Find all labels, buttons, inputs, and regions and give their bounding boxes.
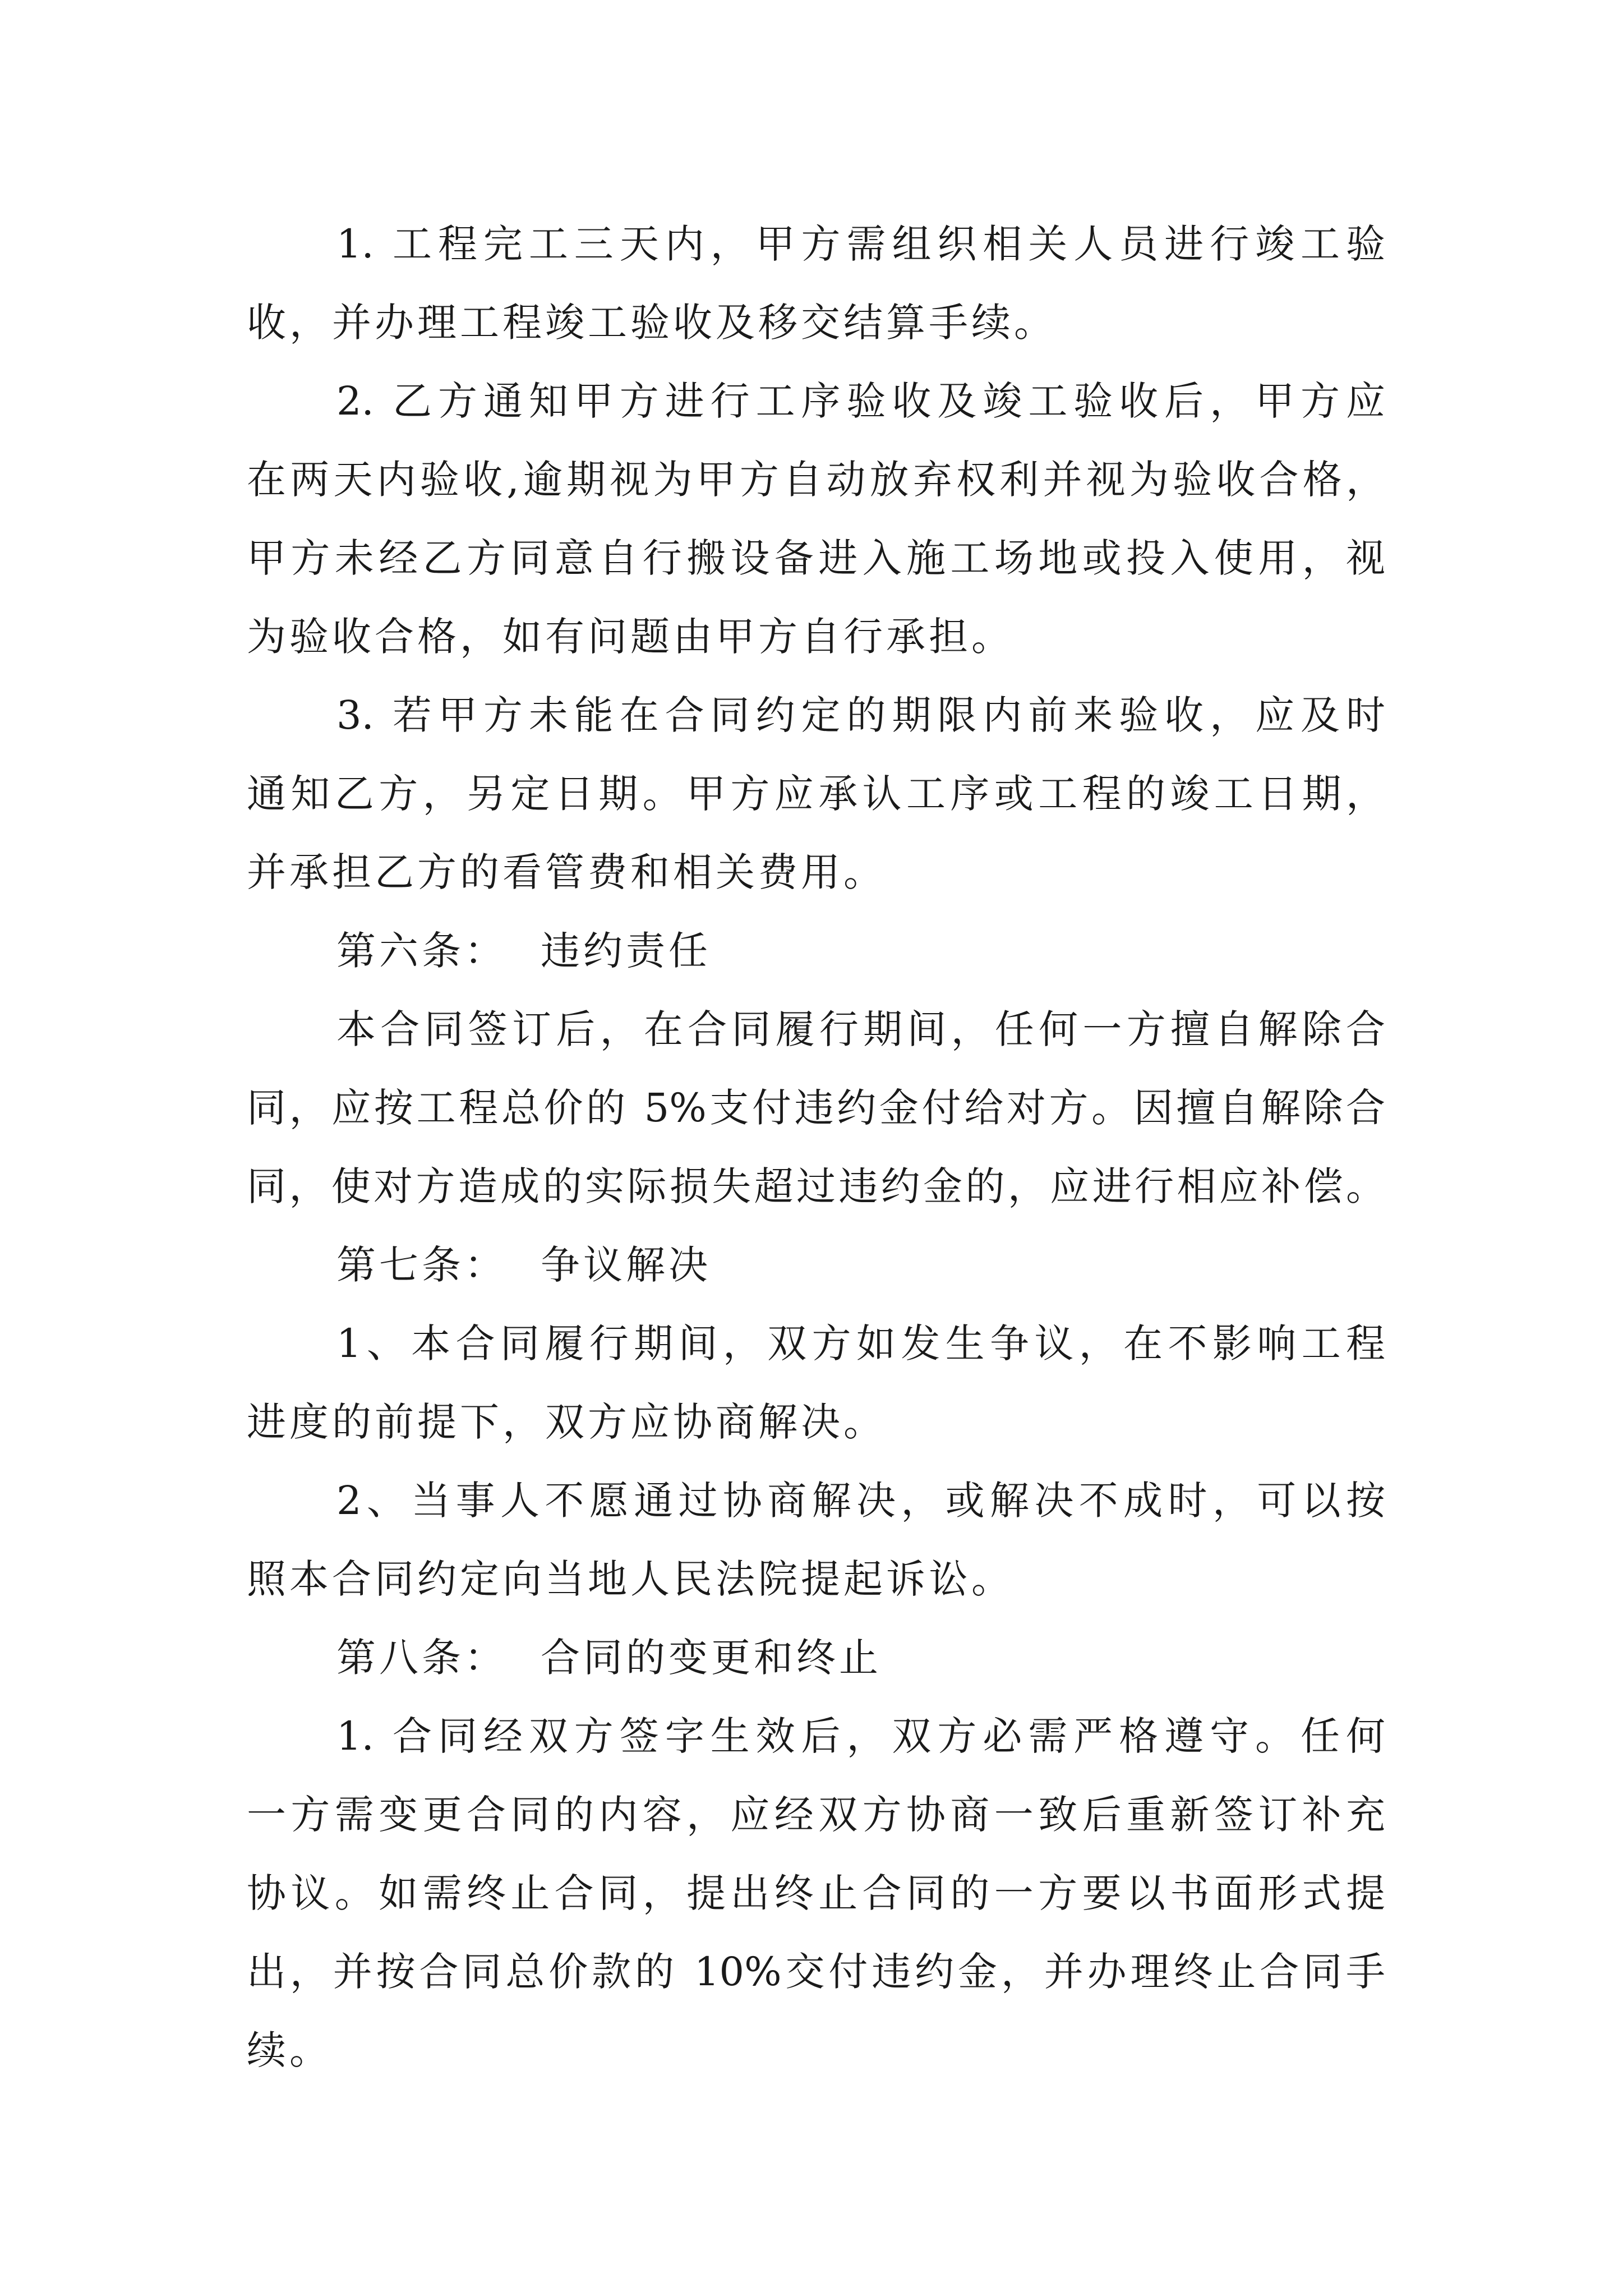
paragraph-line: 3. 若甲方未能在合同约定的期限内前来验收，应及时 [336,692,1385,738]
paragraph-line: 1、本合同履行期间，双方如发生争议，在不影响工程 [336,1320,1385,1366]
article-heading [336,1237,711,1293]
paragraph-line: 并承担乙方的看管费和相关费用。 [247,849,886,895]
article-label: 第六条： [336,928,507,974]
article-title: 合同的变更和终止 [541,1635,882,1681]
paragraph-line: 本合同签订后，在合同履行期间，任何一方擅自解除合 [336,1006,1385,1052]
paragraph-line: 在两天内验收,逾期视为甲方自动放弃权利并视为验收合格， [247,457,1385,503]
article-heading [336,1630,882,1686]
paragraph-line: 为验收合格，如有问题由甲方自行承担。 [247,614,1014,660]
paragraph-line: 通知乙方，另定日期。甲方应承认工序或工程的竣工日期， [247,771,1385,817]
paragraph-line: 甲方未经乙方同意自行搬设备进入施工场地或投入使用，视 [247,535,1385,581]
paragraph-line: 一方需变更合同的内容，应经双方协商一致后重新签订补充 [247,1792,1385,1838]
paragraph-line: 同，使对方造成的实际损失超过违约金的，应进行相应补偿。 [247,1163,1385,1209]
paragraph-line: 续。 [247,2027,332,2073]
paragraph-line: 2. 乙方通知甲方进行工序验收及竣工验收后，甲方应 [336,378,1385,424]
article-title: 违约责任 [541,928,711,974]
article-label: 第七条： [336,1242,507,1288]
paragraph-line: 1. 合同经双方签字生效后，双方必需严格遵守。任何 [336,1713,1385,1759]
paragraph-line: 协议。如需终止合同，提出终止合同的一方要以书面形式提 [247,1870,1385,1916]
paragraph-line: 进度的前提下，双方应协商解决。 [247,1399,886,1445]
paragraph-line: 照本合同约定向当地人民法院提起诉讼。 [247,1556,1014,1602]
paragraph-line: 收，并办理工程竣工验收及移交结算手续。 [247,300,1057,346]
article-title: 争议解决 [541,1242,711,1288]
article-label: 第八条： [336,1635,507,1681]
article-heading [336,923,711,979]
paragraph-line: 出，并按合同总价款的 10%交付违约金，并办理终止合同手 [247,1949,1385,1995]
paragraph-line: 2、当事人不愿通过协商解决，或解决不成时，可以按 [336,1478,1385,1524]
paragraph-line: 1. 工程完工三天内，甲方需组织相关人员进行竣工验 [336,221,1385,267]
paragraph-line: 同，应按工程总价的 5%支付违约金付给对方。因擅自解除合 [247,1085,1385,1131]
